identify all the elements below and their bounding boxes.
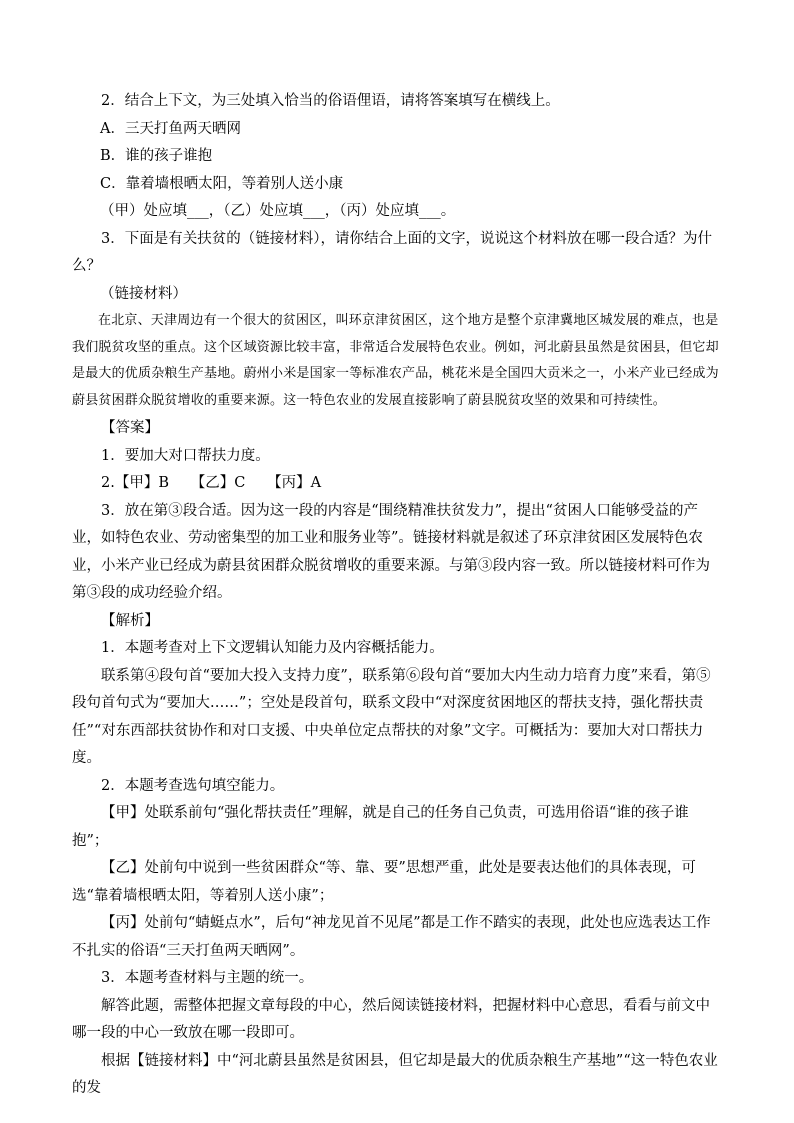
analysis-2: 2．本题考查选句填空能力。 (101, 777, 285, 794)
document-content (72, 88, 724, 1103)
material-label: （链接材料） (100, 285, 187, 302)
analysis-1-body: 联系第④段句首“要加大投入支持力度”，联系第⑥段句首“要加大内生动力培育力度”来看，第⑤段句首句式为“要加大……”；空处是段首句，联系文段中“对深度贫困地区的帮扶支持，强化帮扶责任”“对东西部扶贫协作和对口支援、中央单位定点帮扶的对象”文字。可概括为：要加大对口帮扶力度。 (72, 667, 711, 766)
question-3: 3．下面是有关扶贫的（链接材料），请你结合上面的文字，说说这个材料放在哪一段合适？为什么？ (72, 230, 712, 274)
analysis-2-yi: 【乙】处前句中说到一些贫困群众“等、靠、要”思想严重，此处是要表达他们的具体表现，可选“靠着墙根晒太阳，等着别人送小康”； (72, 860, 696, 904)
analysis-1: 1．本题考查对上下文逻辑认知能力及内容概括能力。 (101, 640, 444, 656)
answer-1: 1．要加大对口帮扶力度。 (101, 447, 270, 464)
option-c: C．靠着墙根晒太阳，等着别人送小康 (100, 175, 344, 192)
analysis-3-body: 解答此题，需整体把握文章每段的中心，然后阅读链接材料，把握材料中心意思，看看与前文中哪一段的中心一致放在哪一段即可。 (72, 997, 710, 1041)
answer-3: 3．放在第③段合适。因为这一段的内容是“围绕精准扶贫发力”，提出“贫困人口能够受益的产业，如特色农业、劳动密集型的加工业和服务业等”。链接材料就是叙述了环京津贫困区发展特色农业，小米产业已经成为蔚县贫困群众脱贫增收的重要来源。与第③段内容一致。所以链接材料可作为第③段的成功经验介绍。 (72, 502, 710, 601)
option-a: A．三天打鱼两天晒网 (100, 120, 241, 137)
analysis-3: 3．本题考查材料与主题的统一。 (101, 970, 314, 986)
analysis-heading: 【解析】 (101, 612, 159, 629)
material-text: 在北京、天津周边有一个很大的贫困区，叫环京津贫困区，这个地方是整个京津冀地区城发展的难点，也是我们脱贫攻坚的重点。这个区域资源比较丰富，非常适合发展特色农业。例如，河北蔚县虽然是贫困县，但它却是最大的优质杂粮生产基地。蔚州小米是国家一等标准农产品，桃花米是全国四大贡米之一，小米产业已经成为蔚县贫困群众脱贫增收的重要来源。这一特色农业的发展直接影响了蔚县脱贫攻坚的效果和可持续性。 (72, 313, 719, 408)
fill-blanks-line: （甲）处应填___，（乙）处应填___，（丙）处应填___。 (100, 203, 456, 219)
analysis-2-bing: 【丙】处前句“蜻蜓点水”，后句“神龙见首不见尾”都是工作不踏实的表现，此处也应选表达工作不扎实的俗语“三天打鱼两天晒网”。 (72, 915, 711, 959)
question-2: 2．结合上下文，为三处填入恰当的俗语俚语，请将答案填写在横线上。 (101, 93, 560, 109)
answer-heading: 【答案】 (101, 420, 159, 436)
option-b: B．谁的孩子谁抱 (100, 148, 213, 164)
answer-2: 2.【甲】B 【乙】C 【丙】A (101, 475, 322, 491)
analysis-2-jia: 【甲】处联系前句“强化帮扶责任”理解，就是自己的任务自己负责，可选用俗语“谁的孩子谁抱”； (72, 805, 689, 849)
analysis-3-more: 根据【链接材料】中“河北蔚县虽然是贫困县，但它却是最大的优质杂粮生产基地”“这一特色农业的发 (72, 1052, 718, 1096)
